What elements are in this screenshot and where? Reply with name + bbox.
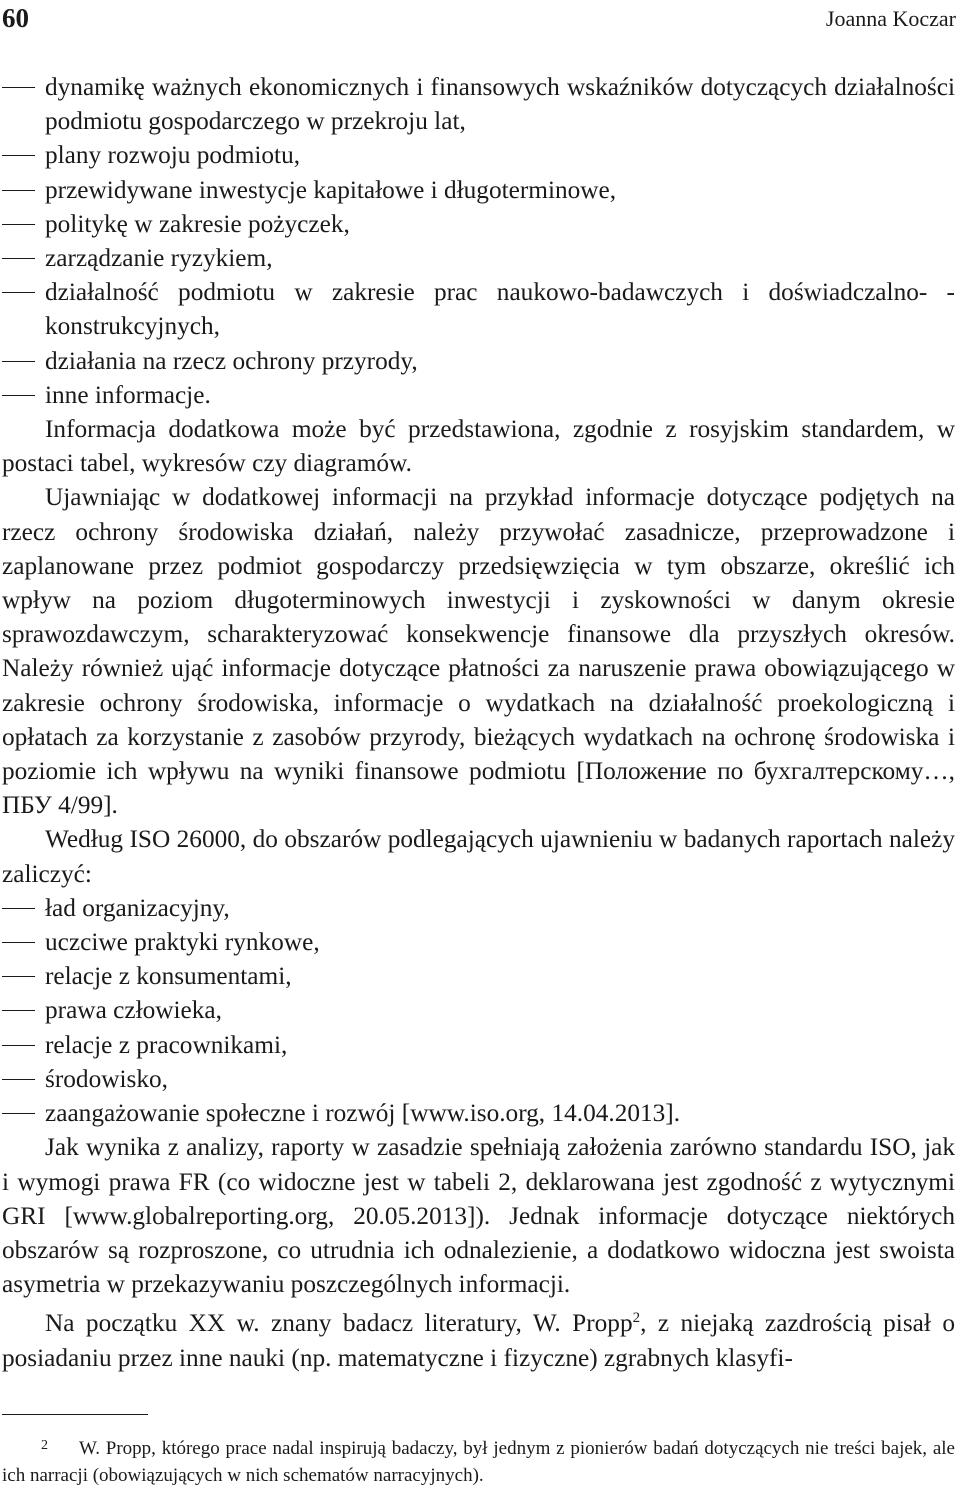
disclosure-list <box>2 70 955 412</box>
paragraph-propp <box>2 1301 955 1374</box>
footnote-text: W. Propp, którego prace nadal inspirują badaczy, był jednym z pionierów badań dotyczących nie treści bajek, ale ich narracji (obowiązujących w nich schematów narracyjnych). <box>2 1438 955 1486</box>
list-item: zarządzanie ryzykiem, <box>2 241 955 275</box>
paragraph-iso: Według ISO 26000, do obszarów podlegających ujawnieniu w badanych raportach należy zaliczyć: <box>2 825 955 888</box>
paragraph-environment: Ujawniając w dodatkowej informacji na przykład informacje dotyczące podjętych na rzecz ochrony środowiska działań, należy przywołać zasadnicze, przeprowadzone i zaplanowane przez podmiot gospodarczy przedsięwzięcia w tym obszarze, określić ich wpływ na poziom długoterminowych inwestycji i zyskowności w danym okresie sprawozdawczym, scharakteryzować konsekwencje finansowe dla przyszłych okresów. Należy również ująć informacje dotyczące płatności za naruszenie prawa obowiązującego w zakresie ochrony środowiska, informacje o wydatkach na działalność proekologiczną i opłatach za korzystanie z zasobów przyrody, bieżących wydatkach na ochronę środowiska i poziomie ich wpływu na wyniki finansowe podmiotu [Положение по бухгалтерскому…, ПБУ 4/99]. <box>2 483 955 820</box>
body-text <box>2 70 955 1375</box>
list-item: plany rozwoju podmiotu, <box>2 138 955 172</box>
paragraph-analysis: Jak wynika z analizy, raporty w zasadzie spełniają założenia zarówno standardu ISO, jak i wymogi prawa FR (co widoczne jest w tabeli 2, deklarowana jest zgodność z wytycznymi GRI [www.globalreporting.org, 20.05.2013]). Jednak informacje dotyczące niektórych obszarów są rozproszone, co utrudnia ich odnalezienie, a dodatkowo widoczna jest swoista asymetria w przekazywaniu poszczególnych informacji. <box>2 1133 955 1299</box>
list-item: działania na rzecz ochrony przyrody, <box>2 344 955 378</box>
list-item: środowisko, <box>2 1062 955 1096</box>
list-item: dynamikę ważnych ekonomicznych i finansowych wskaźników dotyczących działalności podmiotu gospodarczego w przekroju lat, <box>2 70 955 138</box>
list-item: ład organizacyjny, <box>2 891 955 925</box>
paragraph-info: Informacja dodatkowa może być przedstawiona, zgodnie z rosyjskim standardem, w postaci tabel, wykresów czy diagramów. <box>2 415 955 478</box>
list-item: inne informacje. <box>2 378 955 412</box>
list-item: przewidywane inwestycje kapitałowe i długoterminowe, <box>2 173 955 207</box>
list-item: politykę w zakresie pożyczek, <box>2 207 955 241</box>
footnote-divider <box>2 1414 148 1415</box>
list-item: zaangażowanie społeczne i rozwój [www.iso.org, 14.04.2013]. <box>2 1096 955 1130</box>
list-item: działalność podmiotu w zakresie prac naukowo-badawczych i doświadczalno- -konstrukcyjnych, <box>2 275 955 343</box>
page-number: 60 <box>2 3 29 33</box>
propp-text-end: , z niejaką zazdrością pisał o posiadaniu przez inne nauki (np. matematyczne i fizyczne) zgrabnych klasyfi- <box>2 1309 956 1372</box>
propp-text-start: Na początku XX w. znany badacz literatury, W. Propp <box>45 1309 633 1338</box>
list-item: relacje z pracownikami, <box>2 1028 955 1062</box>
footnote-marker: 2 <box>41 1438 48 1453</box>
list-item: relacje z konsumentami, <box>2 959 955 993</box>
footnote <box>2 1432 955 1489</box>
iso-areas-list <box>2 891 955 1130</box>
running-head-author: Joanna Koczar <box>825 6 956 31</box>
list-item: uczciwe praktyki rynkowe, <box>2 925 955 959</box>
footnote-reference: 2 <box>632 1310 641 1327</box>
list-item: prawa człowieka, <box>2 993 955 1027</box>
